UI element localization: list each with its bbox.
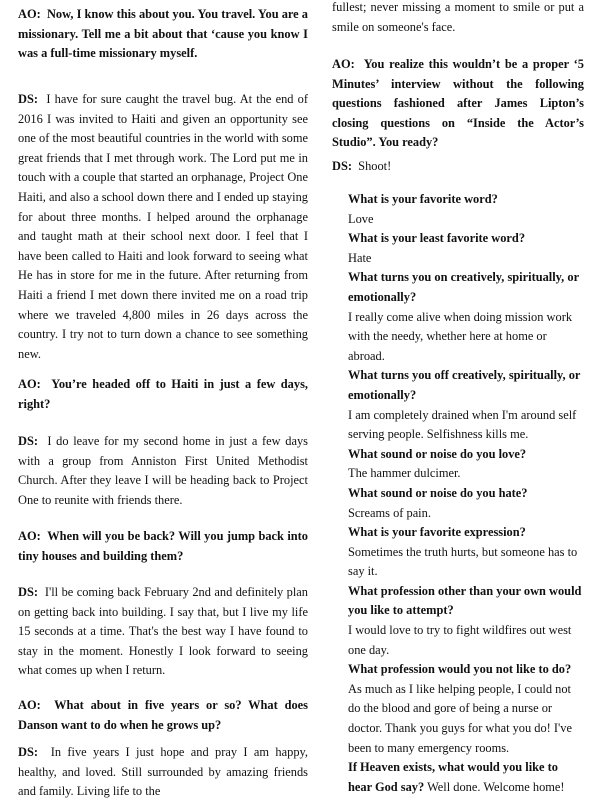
questionnaire-question: What sound or noise do you hate?	[348, 485, 528, 500]
speaker-label: DS:	[332, 159, 352, 173]
questionnaire-question: What turns you off creatively, spiritually, or emotionally?	[348, 368, 581, 402]
questionnaire-answer: The hammer dulcimer.	[348, 466, 461, 481]
question-text: When will you be back? Will you jump back into tiny houses and building them?	[18, 529, 308, 563]
questionnaire-answer: Screams of pain.	[348, 505, 431, 520]
speaker-label: DS:	[18, 745, 38, 759]
questionnaire-question: What turns you on creatively, spiritually, or emotionally?	[348, 270, 579, 304]
questionnaire-answer: I really come alive when doing mission work with the needy, whether here at home or abroad.	[348, 309, 573, 363]
question-paragraph	[18, 375, 308, 414]
speaker-label: AO:	[18, 377, 41, 391]
answer-text: I have for sure caught the travel bug. At the end of 2016 I was invited to Haiti and given an opportunity see one of the most beautiful countries in the world with some great friends that I met through work. The Lord put me in touch with a couple that started an orphanage, Project One Haiti, and also a school down there and I ended up staying for about three months. I helped around the orphanage and taught math at their school next door. I feel that I have been called to Haiti and look forward to seeing what He has in store for me in the future. After returning from Haiti a friend I met down there invited me on a road trip where we traveled 4,800 miles in 26 days across the country. I try not to turn down a chance to see something new.	[18, 92, 308, 361]
questionnaire-answer: Sometimes the truth hurts, but someone has to say it.	[348, 544, 578, 579]
questionnaire-answer: Well done. Welcome home!	[427, 779, 565, 794]
answer-text: Shoot!	[358, 159, 392, 173]
speaker-label: AO:	[18, 529, 41, 543]
continuation-paragraph: fullest; never missing a moment to smile or put a smile on someone's face.	[332, 0, 584, 34]
questionnaire-question: What is your least favorite word?	[348, 231, 526, 246]
question-paragraph	[18, 696, 308, 735]
question-paragraph	[332, 55, 584, 153]
questionnaire-answer: Hate	[348, 250, 372, 265]
answer-paragraph	[332, 157, 584, 177]
final-questionnaire-item	[348, 758, 584, 797]
question-text: You’re headed off to Haiti in just a few days, right?	[18, 377, 308, 411]
answer-text: In five years I just hope and pray I am happy, healthy, and loved. Still surrounded by amazing friends and family. Living life to the	[18, 745, 309, 799]
answer-text: I'll be coming back February 2nd and definitely plan on getting back into building. I say that, but I live my life 15 seconds at a time. That's the best way I have found to stay in the moment. Honestly I look forward to seeing what comes up when I return.	[18, 585, 308, 678]
questionnaire-answer: I would love to try to fight wildfires out west one day.	[348, 623, 572, 657]
questionnaire-question: What is your favorite expression?	[348, 525, 526, 540]
questionnaire-question: What profession would you not like to do?	[348, 662, 572, 677]
questionnaire-question: What sound or noise do you love?	[348, 446, 527, 461]
questionnaire-list	[348, 190, 584, 797]
questionnaire-question: If Heaven exists, what would you like to hear God say?	[348, 760, 558, 794]
question-text: You realize this wouldn’t be a proper ‘5 Minutes’ interview without the following questions fashioned after James Lipton’s closing questions on “Inside the Actor’s Studio”. You ready?	[332, 57, 584, 150]
answer-paragraph	[18, 432, 308, 510]
speaker-label: AO:	[332, 57, 355, 71]
question-paragraph	[18, 5, 308, 64]
answer-paragraph	[18, 583, 308, 681]
questionnaire-question: What profession other than your own would you like to attempt?	[348, 583, 582, 618]
speaker-label: DS:	[18, 585, 38, 599]
questionnaire-answer: I am completely drained when I'm around self serving people. Selfishness kills me.	[348, 407, 577, 442]
question-paragraph	[18, 527, 308, 566]
question-text: What about in five years or so? What does Danson want to do when he grows up?	[18, 698, 308, 732]
speaker-label: DS:	[18, 434, 38, 448]
questionnaire-answer: As much as I like helping people, I could not do the blood and gore of being a nurse or doctor. Thank you guys for what you do! I've been to many emergency rooms.	[348, 681, 572, 755]
answer-text: I do leave for my second home in just a few days with a group from Anniston First United Methodist Church. After they leave I will be heading back to Project One to reunite with friends there.	[18, 434, 308, 507]
questionnaire-question: What is your favorite word?	[348, 192, 498, 206]
answer-paragraph	[18, 90, 308, 364]
speaker-label: AO:	[18, 7, 41, 21]
answer-paragraph	[18, 743, 308, 802]
speaker-label: AO:	[18, 698, 41, 712]
question-text: Now, I know this about you. You travel. You are a missionary. Tell me a bit about that ‘cause you know I was a full-time missionary myself.	[18, 7, 309, 61]
speaker-label: DS:	[18, 92, 38, 106]
questionnaire-answer: Love	[348, 211, 374, 226]
